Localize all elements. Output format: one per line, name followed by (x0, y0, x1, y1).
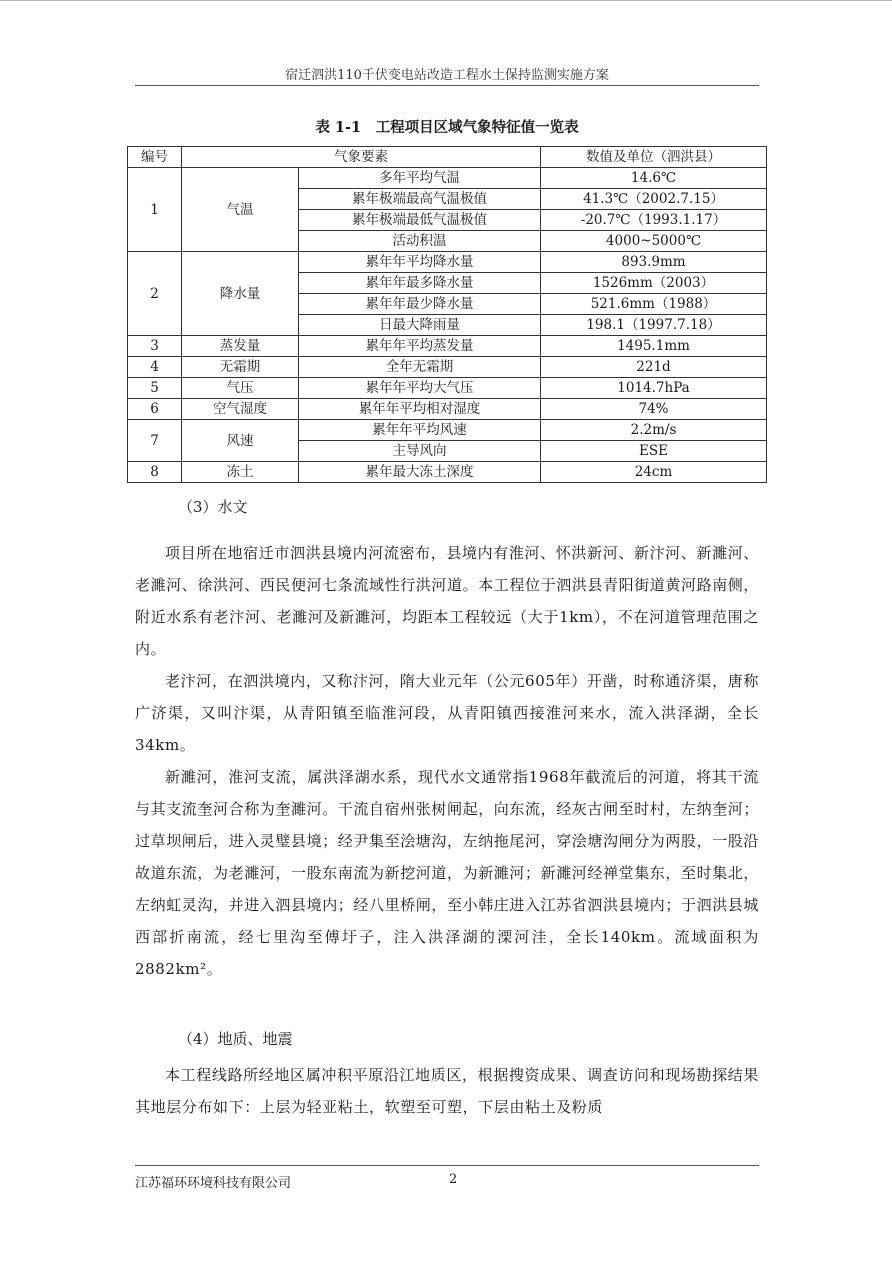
table-row (128, 462, 767, 483)
value-cell: 2.2m/s (541, 420, 767, 441)
header-divider (135, 85, 759, 86)
item-cell: 累年年平均相对湿度 (299, 399, 541, 420)
value-cell: -20.7℃（1993.1.17） (541, 210, 767, 231)
value-cell: 1014.7hPa (541, 378, 767, 399)
item-cell: 累年年平均蒸发量 (299, 336, 541, 357)
item-cell: 累年最大冻土深度 (299, 462, 541, 483)
row-number: 4 (128, 357, 182, 378)
item-cell: 累年年平均风速 (299, 420, 541, 441)
category-cell: 冻土 (182, 462, 299, 483)
value-cell: ESE (541, 441, 767, 462)
value-cell: 4000~5000℃ (541, 231, 767, 252)
row-number: 2 (128, 252, 182, 336)
value-cell: 14.6℃ (541, 168, 767, 189)
table-row (128, 252, 767, 273)
value-cell: 198.1（1997.7.18） (541, 315, 767, 336)
value-cell: 521.6mm（1988） (541, 294, 767, 315)
value-cell: 1495.1mm (541, 336, 767, 357)
row-number: 5 (128, 378, 182, 399)
value-cell: 893.9mm (541, 252, 767, 273)
value-cell: 41.3℃（2002.7.15） (541, 189, 767, 210)
table-row (128, 378, 767, 399)
item-cell: 累年年最少降水量 (299, 294, 541, 315)
row-number: 7 (128, 420, 182, 462)
footer-company: 江苏福环环境科技有限公司 (135, 1176, 292, 1191)
table-row (128, 420, 767, 441)
value-cell: 74% (541, 399, 767, 420)
row-number: 3 (128, 336, 182, 357)
table-row (128, 399, 767, 420)
item-cell: 多年平均气温 (299, 168, 541, 189)
table-header-row (128, 147, 767, 168)
category-cell: 蒸发量 (182, 336, 299, 357)
table-row (128, 168, 767, 189)
paragraph: 老汴河，在泗洪境内，又称汴河，隋大业元年（公元605年）开凿，时称通济渠，唐称广济渠，又叫汴渠，从青阳镇至临淮河段，从青阳镇西接淮河来水，流入洪泽湖，全长34km。 (135, 672, 759, 754)
category-cell: 风速 (182, 420, 299, 462)
value-cell: 1526mm（2003） (541, 273, 767, 294)
climate-table (127, 146, 767, 483)
item-cell: 累年极端最低气温极值 (299, 210, 541, 231)
hydrology-text (135, 537, 759, 985)
header-value: 数值及单位（泗洪县） (541, 147, 767, 168)
category-cell: 气温 (182, 168, 299, 252)
category-cell: 气压 (182, 378, 299, 399)
footer-divider (135, 1165, 759, 1166)
table-caption: 表 1-1 工程项目区域气象特征值一览表 (315, 119, 579, 136)
header-element: 气象要素 (182, 147, 541, 168)
row-number: 6 (128, 399, 182, 420)
item-cell: 累年极端最高气温极值 (299, 189, 541, 210)
category-cell: 空气湿度 (182, 399, 299, 420)
category-cell: 降水量 (182, 252, 299, 336)
row-number: 1 (128, 168, 182, 252)
item-cell: 日最大降雨量 (299, 315, 541, 336)
running-header-title: 宿迁泗洪110千伏变电站改造工程水土保持监测实施方案 (285, 68, 609, 83)
item-cell: 累年年平均大气压 (299, 378, 541, 399)
row-number: 8 (128, 462, 182, 483)
table-row (128, 357, 767, 378)
table-row (128, 336, 767, 357)
geology-text (135, 1059, 759, 1123)
category-cell: 无霜期 (182, 357, 299, 378)
page-number: 2 (449, 1172, 458, 1187)
paragraph: 新濉河，淮河支流，属洪泽湖水系，现代水文通常指1968年截流后的河道，将其干流与其支流奎河合称为奎濉河。干流自宿州张树闸起，向东流，经灰古闸至时村，左纳奎河；过草坝闸后，进入灵璧县境；经尹集至浍塘沟，左纳拖尾河，穿浍塘沟闸分为两股，一股沿故道东流，为老濉河，一股东南流为新挖河道，为新濉河；新濉河经禅堂集东，至时集北，左纳虹灵沟，并进入泗县境内；经八里桥闸，至小韩庄进入江苏省泗洪县境内；于泗洪县城西部折南流，经七里沟至傅圩子，注入洪泽湖的溧河洼，全长140km。流域面积为2882km²。 (135, 768, 760, 978)
item-cell: 活动积温 (299, 231, 541, 252)
header-number: 编号 (128, 147, 182, 168)
item-cell: 主导风向 (299, 441, 541, 462)
section-heading-geology: （4）地质、地震 (178, 1030, 293, 1048)
value-cell: 221d (541, 357, 767, 378)
item-cell: 全年无霜期 (299, 357, 541, 378)
item-cell: 累年年最多降水量 (299, 273, 541, 294)
item-cell: 累年年平均降水量 (299, 252, 541, 273)
value-cell: 24cm (541, 462, 767, 483)
paragraph: 项目所在地宿迁市泗洪县境内河流密布，县境内有淮河、怀洪新河、新汴河、新濉河、老濉河、徐洪河、西民便河七条流域性行洪河道。本工程位于泗洪县青阳街道黄河路南侧，附近水系有老汴河、老濉河及新濉河，均距本工程较远（大于1km），不在河道管理范围之内。 (135, 544, 760, 658)
section-heading-hydrology: （3）水文 (178, 498, 248, 516)
paragraph: 本工程线路所经地区属冲积平原沿江地质区，根据搜资成果、调查访问和现场勘探结果其地层分布如下：上层为轻亚粘土，软塑至可塑，下层由粘土及粉质 (135, 1066, 759, 1116)
